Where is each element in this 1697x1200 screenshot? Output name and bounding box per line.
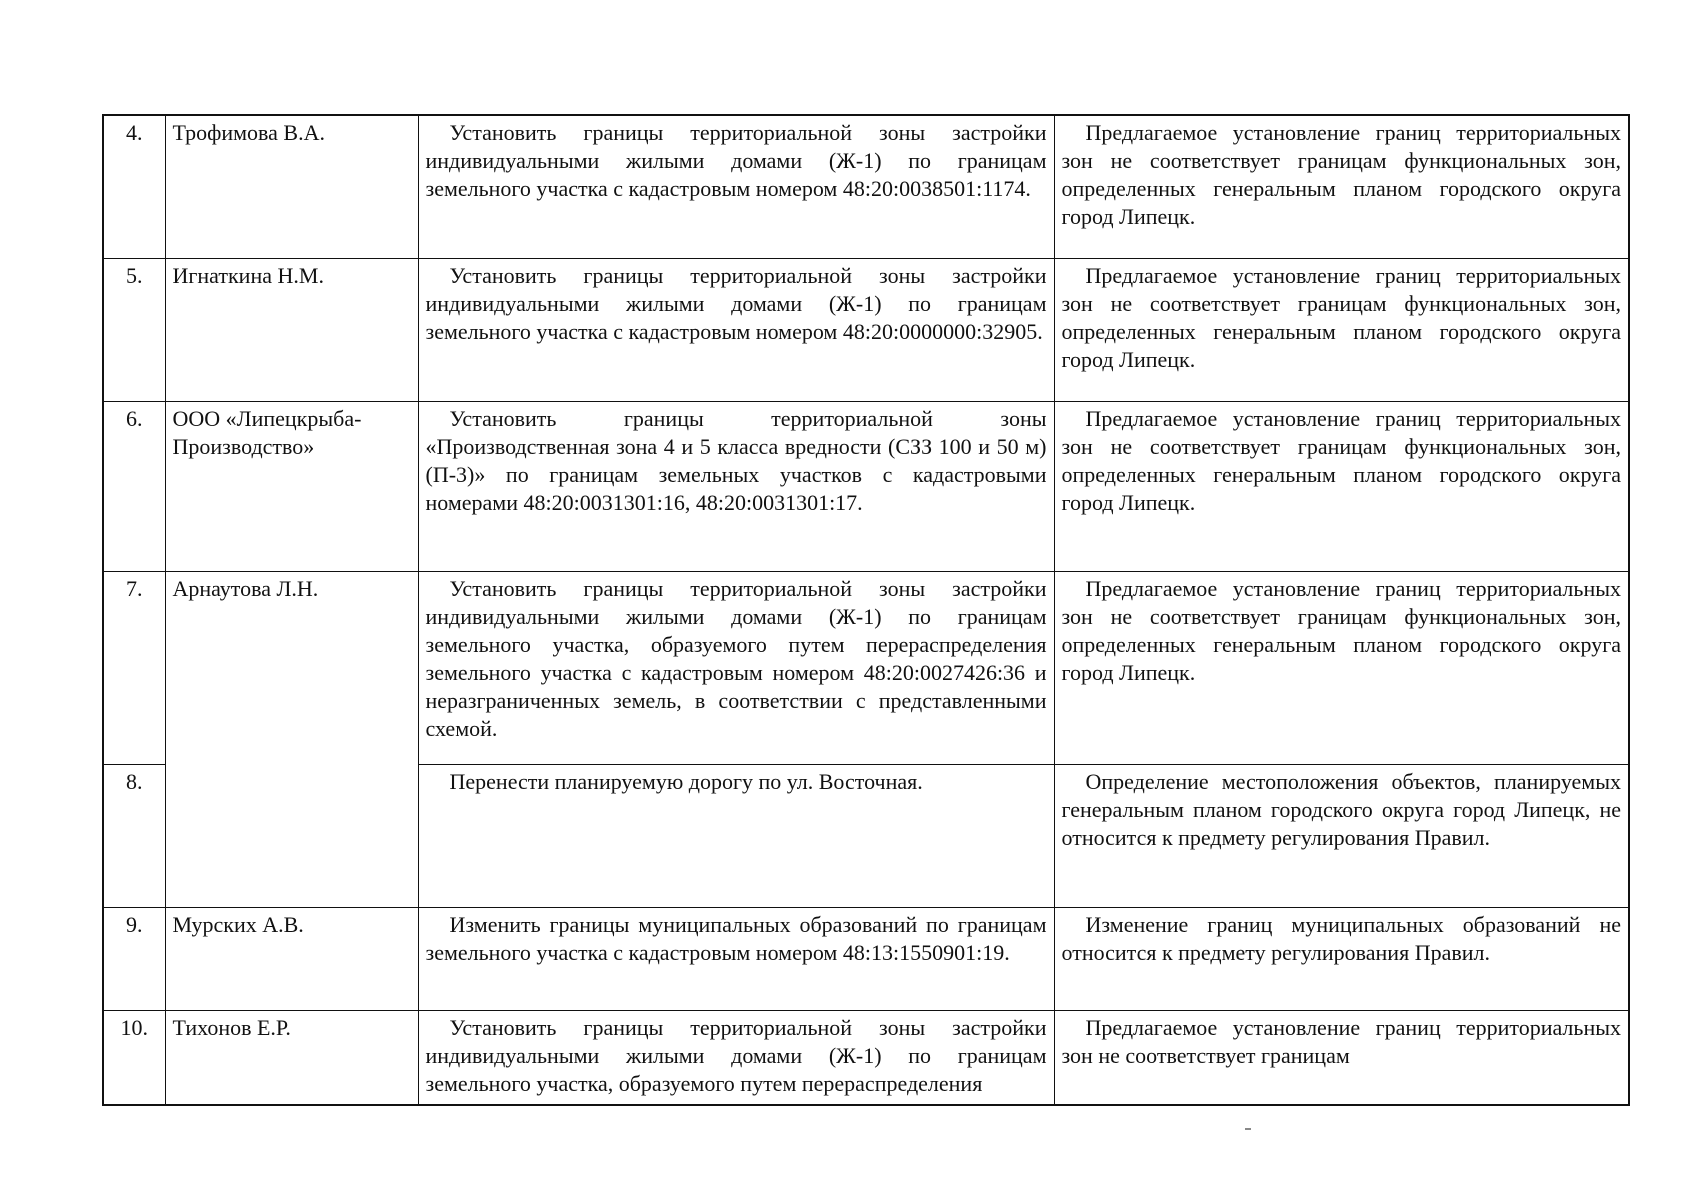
applicant-name: ООО «Липецкрыба-Производство»	[165, 402, 418, 572]
proposals-table	[102, 114, 1630, 1106]
document-page	[102, 114, 1628, 1106]
applicant-name: Трофимова В.А.	[165, 115, 418, 259]
applicant-name: Арнаутова Л.Н.	[165, 572, 418, 908]
table-row	[103, 402, 1629, 572]
table-row	[103, 259, 1629, 402]
proposal-text: Изменить границы муниципальных образований по границам земельного участка с кадастровым номером 48:13:1550901:19.	[418, 908, 1054, 1011]
proposal-text: Установить границы территориальной зоны застройки индивидуальными жилыми домами (Ж-1) по границам земельного участка, образуемого путем перераспределения земельного участка с кадастровым номером 48:20:0027426:36 и неразграниченных земель, в соответствии с представленными схемой.	[418, 572, 1054, 765]
proposal-text: Установить границы территориальной зоны застройки индивидуальными жилыми домами (Ж-1) по границам земельного участка, образуемого путем перераспределения	[418, 1011, 1054, 1106]
row-number: 6.	[103, 402, 165, 572]
proposal-text: Установить границы территориальной зоны застройки индивидуальными жилыми домами (Ж-1) по границам земельного участка с кадастровым номером 48:20:0000000:32905.	[418, 259, 1054, 402]
row-number: 9.	[103, 908, 165, 1011]
row-number: 7.	[103, 572, 165, 765]
table-row	[103, 115, 1629, 259]
row-number: 5.	[103, 259, 165, 402]
row-number: 8.	[103, 765, 165, 908]
table-row	[103, 572, 1629, 765]
proposal-text: Установить границы территориальной зоны «Производственная зона 4 и 5 класса вредности (СЗЗ 100 и 50 м) (П-3)» по границам земельных участков с кадастровыми номерами 48:20:0031301:16, 48:20:0031301:17.	[418, 402, 1054, 572]
conclusion-text: Предлагаемое установление границ территориальных зон не соответствует границам функциональных зон, определенных генеральным планом городского округа город Липецк.	[1054, 572, 1629, 765]
row-number: 4.	[103, 115, 165, 259]
conclusion-text: Предлагаемое установление границ территориальных зон не соответствует границам функциональных зон, определенных генеральным планом городского округа город Липецк.	[1054, 115, 1629, 259]
conclusion-text: Определение местоположения объектов, планируемых генеральным планом городского округа город Липецк, не относится к предмету регулирования Правил.	[1054, 765, 1629, 908]
table-row	[103, 1011, 1629, 1106]
conclusion-text: Предлагаемое установление границ территориальных зон не соответствует границам функциональных зон, определенных генеральным планом городского округа город Липецк.	[1054, 259, 1629, 402]
row-number: 10.	[103, 1011, 165, 1106]
scan-speck	[1245, 1128, 1251, 1130]
applicant-name: Игнаткина Н.М.	[165, 259, 418, 402]
table-row	[103, 908, 1629, 1011]
conclusion-text: Изменение границ муниципальных образований не относится к предмету регулирования Правил.	[1054, 908, 1629, 1011]
conclusion-text: Предлагаемое установление границ территориальных зон не соответствует границам	[1054, 1011, 1629, 1106]
proposal-text: Установить границы территориальной зоны застройки индивидуальными жилыми домами (Ж-1) по границам земельного участка с кадастровым номером 48:20:0038501:1174.	[418, 115, 1054, 259]
applicant-name: Мурских А.В.	[165, 908, 418, 1011]
conclusion-text: Предлагаемое установление границ территориальных зон не соответствует границам функциональных зон, определенных генеральным планом городского округа город Липецк.	[1054, 402, 1629, 572]
proposal-text: Перенести планируемую дорогу по ул. Восточная.	[418, 765, 1054, 908]
applicant-name: Тихонов Е.Р.	[165, 1011, 418, 1106]
